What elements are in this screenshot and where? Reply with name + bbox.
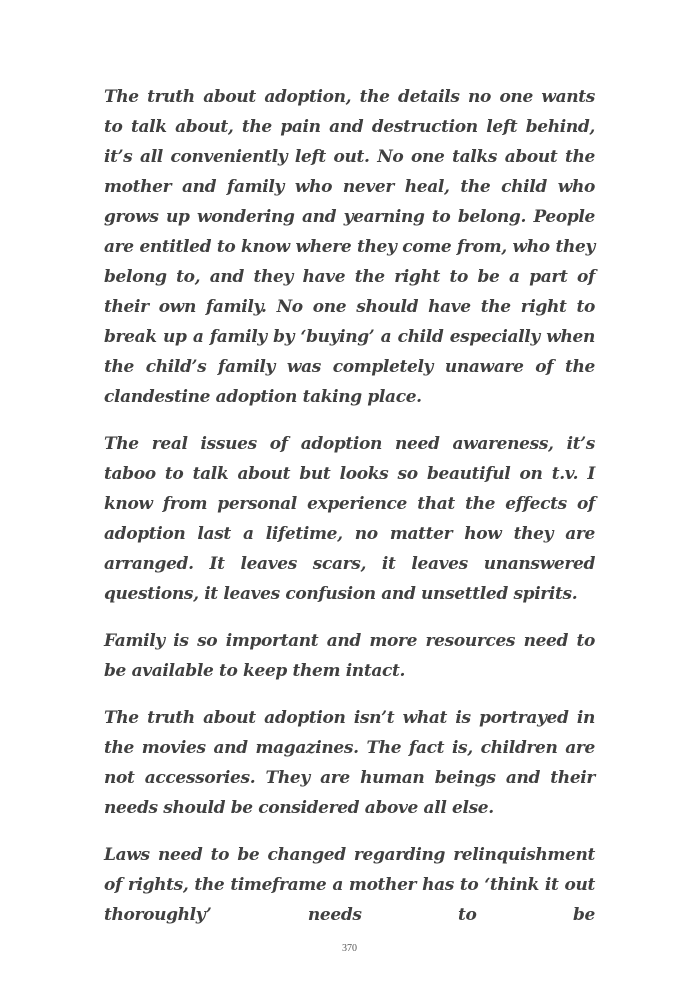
paragraph-3: Family is so important and more resources need to be available to keep them intact. [104, 631, 595, 681]
paragraph-2: The real issues of adoption need awareness, it’s taboo to talk about but looks so beautiful on t.v. I know from personal experience that the effects of adoption last a lifetime, no matter how they are arranged. It leaves scars, it leaves unanswered questions, it leaves confusion and unsettled spirits. [104, 434, 595, 604]
page-number: 370 [342, 943, 357, 954]
paragraph-5: Laws need to be changed regarding relinquishment of rights, the timeframe a mother has to ‘think it out thoroughly’ needs to be [104, 845, 595, 925]
paragraph-4: The truth about adoption isn’t what is portrayed in the movies and magazines. The fact is, children are not accessories. They are human beings and their needs should be considered above all else. [104, 708, 595, 818]
body-text [104, 82, 595, 947]
paragraph-1: The truth about adoption, the details no one wants to talk about, the pain and destruction left behind, it’s all conveniently left out. No one talks about the mother and family who never heal, the child who grows up wondering and yearning to belong. People are entitled to know where they come from, who they belong to, and they have the right to be a part of their own family. No one should have the right to break up a family by ‘buying’ a child especially when the child’s family was completely unaware of the clandestine adoption taking place. [104, 87, 595, 407]
